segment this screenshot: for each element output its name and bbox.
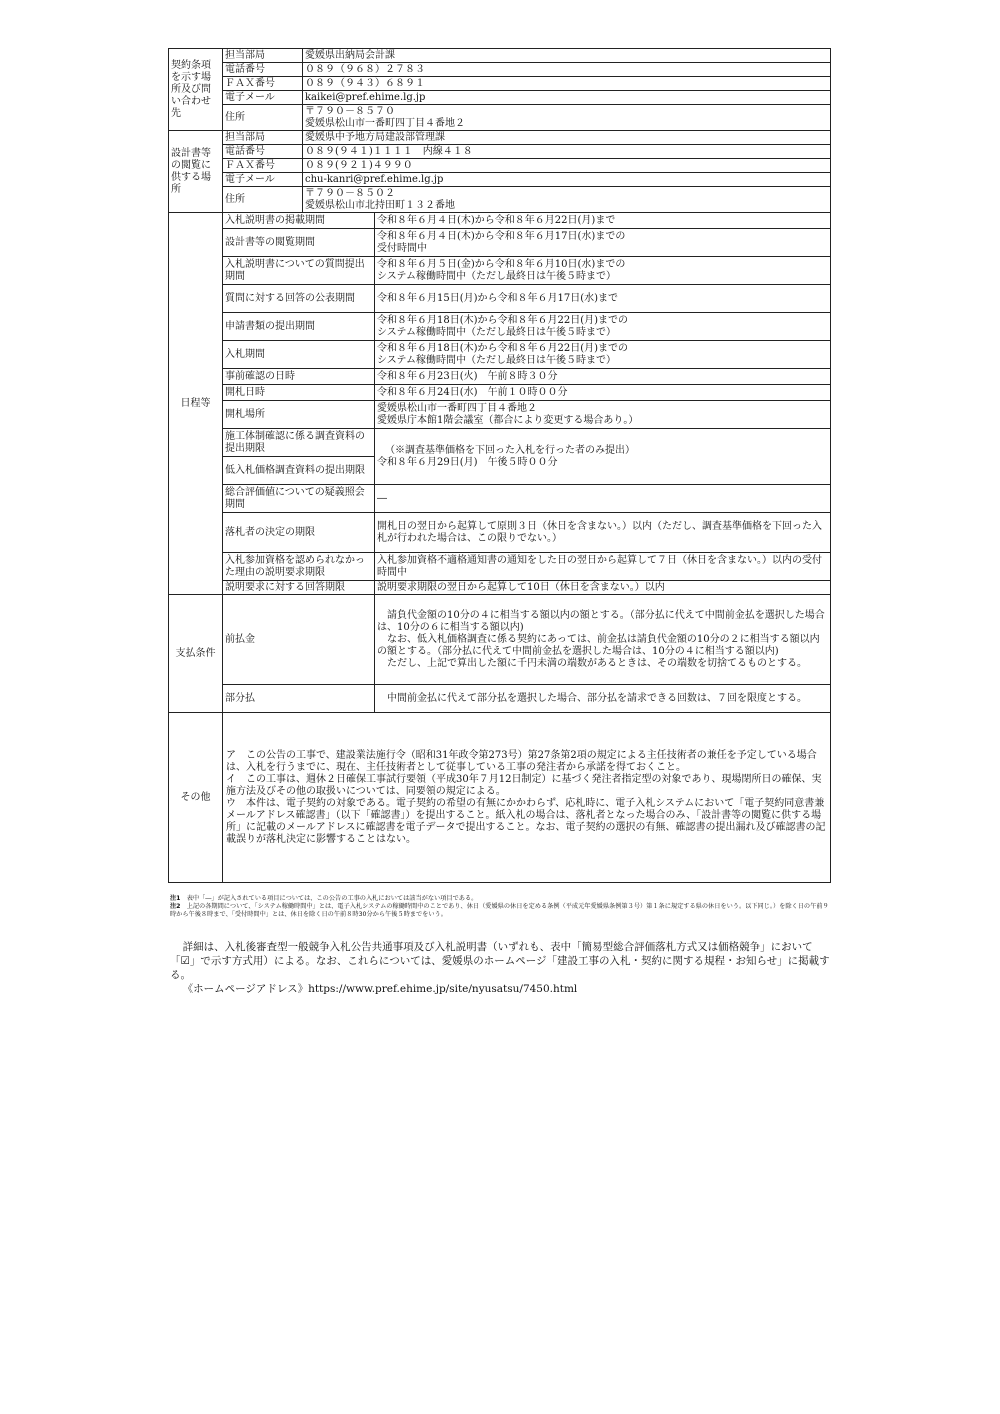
row-value: 令和８年６月24日(水) 午前１０時００分	[375, 385, 831, 401]
schedule-row	[169, 257, 831, 285]
row-value: 令和８年６月４日(木)から令和８年６月22日(月)まで	[375, 213, 831, 229]
row-label: 説明要求に対する回答期限	[223, 581, 375, 595]
contract-row	[169, 105, 831, 131]
row-label: 入札説明書の掲載期間	[223, 213, 375, 229]
row-value: ０８９(９２１)４９９０	[303, 159, 831, 173]
row-value: （※調査基準価格を下回った入札を行った者のみ提出）	[385, 444, 635, 456]
row-label: 設計書等の閲覧期間	[223, 229, 375, 257]
email-value: kaikei@pref.ehime.lg.jp	[303, 91, 831, 105]
schedule-row	[169, 313, 831, 341]
row-label: 前払金	[223, 595, 375, 685]
announcement-table	[168, 48, 830, 883]
contract-category: 契約条項を示す場所及び問い合わせ先	[169, 49, 223, 131]
row-label: 入札説明書についての質問提出期間	[223, 257, 375, 285]
row-label: 電子メール	[223, 173, 303, 187]
schedule-row	[169, 341, 831, 369]
footnote: 注1 表中「―」が記入されている項目については、この公告の工事の入札においては該当がない項目である。	[170, 895, 478, 902]
row-label: 開札場所	[223, 401, 375, 429]
design-row	[169, 145, 831, 159]
row-label: 住所	[223, 187, 303, 213]
row-value: 令和８年６月29日(月) 午後５時００分	[377, 456, 558, 468]
row-label: 電話番号	[223, 145, 303, 159]
design-category: 設計書等の閲覧に供する場所	[169, 131, 223, 213]
row-value: 令和８年６月５日(金)から令和８年６月10日(水)までの システム稼働時間中（ただし最終日は午後５時まで）	[375, 257, 831, 285]
row-value: 愛媛県出納局会計課	[303, 49, 831, 63]
contract-row	[169, 49, 831, 63]
other-row	[169, 713, 831, 883]
footnote: 注2 上記の各期間について、「システム稼働時間中」とは、電子入札システムの稼働時間中のことであり、休日（愛媛県の休日を定める条例（平成元年愛媛県条例第３号）第１条に規定する県の休日をいう。以下同じ。）を除く日の午前９時から午後８時まで、「受付時間中」とは、休日を除く日の午前８時30分から午後５時までをいう。	[170, 903, 829, 918]
row-label: 入札参加資格を認められなかった理由の説明要求期限	[223, 553, 375, 581]
row-label: ＦＡＸ番号	[223, 77, 303, 91]
row-label: 電子メール	[223, 91, 303, 105]
row-value: 令和８年６月15日(月)から令和８年６月17日(水)まで	[375, 285, 831, 313]
schedule-row	[169, 213, 831, 229]
contract-row	[169, 77, 831, 91]
detail-paragraph: 詳細は、入札後審査型一般競争入札公告共通事項及び入札説明書（いずれも、表中「簡易型総合評価落札方式又は価格競争」において「☑」で示す方式用）による。なお、これらについては、愛媛県のホームページ「建設工事の入札・契約に関する規程・お知らせ」に掲載する。	[170, 941, 830, 981]
detail-section	[170, 940, 830, 996]
row-label: ＦＡＸ番号	[223, 159, 303, 173]
row-label: 申請書類の提出期間	[223, 313, 375, 341]
row-label: 総合評価値についての疑義照会期間	[223, 485, 375, 513]
schedule-row	[169, 229, 831, 257]
row-label: 担当部局	[223, 49, 303, 63]
payment-row	[169, 595, 831, 685]
schedule-row	[169, 369, 831, 385]
email-value: chu-kanri@pref.ehime.lg.jp	[303, 173, 831, 187]
row-value: ０８９（９６８）２７８３	[303, 63, 831, 77]
row-label: 部分払	[223, 685, 375, 713]
address-value: 〒７９０－８５７０ 愛媛県松山市一番町四丁目４番地２	[303, 105, 831, 131]
row-value: ０８９（９４３）６８９１	[303, 77, 831, 91]
row-value: 令和８年６月23日(火) 午前８時３０分	[375, 369, 831, 385]
schedule-category: 日程等	[169, 213, 223, 595]
contract-row	[169, 63, 831, 77]
row-value: 説明要求期限の翌日から起算して10日（休日を含まない。）以内	[375, 581, 831, 595]
payment-category: 支払条件	[169, 595, 223, 713]
row-value: 令和８年６月18日(木)から令和８年６月22日(月)までの システム稼働時間中（ただし最終日は午後５時まで）	[375, 313, 831, 341]
schedule-row	[169, 553, 831, 581]
schedule-row	[169, 581, 831, 595]
deadline-value-block	[375, 429, 831, 485]
row-label: 施工体制確認に係る調査資料の提出期限	[223, 429, 375, 457]
row-value: 令和８年６月４日(木)から令和８年６月17日(水)までの 受付時間中	[375, 229, 831, 257]
schedule-row	[169, 385, 831, 401]
footnotes	[170, 895, 832, 919]
homepage-address: 《ホームページアドレス》https://www.pref.ehime.jp/site/nyusatsu/7450.html	[182, 983, 578, 995]
schedule-row	[169, 285, 831, 313]
row-value: 開札日の翌日から起算して原則３日（休日を含まない。）以内（ただし、調査基準価格を下回った入札が行われた場合は、この限りでない。）	[375, 513, 831, 553]
row-value: 愛媛県松山市一番町四丁目４番地２ 愛媛県庁本館1階会議室（都合により変更する場合あり。）	[375, 401, 831, 429]
design-row	[169, 173, 831, 187]
schedule-row	[169, 513, 831, 553]
design-row	[169, 187, 831, 213]
row-label: 電話番号	[223, 63, 303, 77]
schedule-row	[169, 485, 831, 513]
schedule-row	[169, 401, 831, 429]
row-value: ０８９(９４１)１１１１ 内線４１８	[303, 145, 831, 159]
row-value: 愛媛県中予地方局建設部管理課	[303, 131, 831, 145]
row-label: 低入札価格調査資料の提出期限	[223, 457, 375, 485]
row-label: 担当部局	[223, 131, 303, 145]
row-value: 中間前金払に代えて部分払を選択した場合、部分払を請求できる回数は、７回を限度とする。	[375, 685, 831, 713]
row-label: 開札日時	[223, 385, 375, 401]
row-value: ―	[375, 485, 831, 513]
schedule-row	[169, 429, 831, 457]
row-label: 落札者の決定の期限	[223, 513, 375, 553]
row-label: 入札期間	[223, 341, 375, 369]
row-value: 令和８年６月18日(木)から令和８年６月22日(月)までの システム稼働時間中（ただし最終日は午後５時まで）	[375, 341, 831, 369]
row-value: 入札参加資格不適格通知書の通知をした日の翌日から起算して７日（休日を含まない。）以内の受付時間中	[375, 553, 831, 581]
design-row	[169, 159, 831, 173]
contract-row	[169, 91, 831, 105]
payment-row	[169, 685, 831, 713]
other-text: ア この公告の工事で、建設業法施行令（昭和31年政令第273号）第27条第2項の規定による主任技術者の兼任を予定している場合は、入札を行うまでに、現在、主任技術者として従事している工事の発注者から承諾を得ておくこと。 イ この工事は、週休２日確保工事試行要領（平成30年７月12日制定）に基づく発注者指定型の対象であり、現場閉所日の確保、実施方法及びその他の取扱いについては、同要領の規定による。 ウ 本件は、電子契約の対象である。電子契約の希望の有無にかかわらず、応札時に、電子入札システムにおいて「電子契約同意書兼メールアドレス確認書」（以下「確認書」）を提出すること。紙入札の場合は、落札者となった場合のみ、「設計書等の閲覧に供する場所」に記載のメールアドレスに確認書を電子データで提出すること。なお、電子契約の選択の有無、確認書の提出漏れ及び確認書の記載誤りが落札決定に影響することはない。	[223, 713, 831, 883]
row-label: 質問に対する回答の公表期間	[223, 285, 375, 313]
row-value: 請負代金額の10分の４に相当する額以内の額とする。（部分払に代えて中間前金払を選択した場合は、10分の６に相当する額以内) なお、低入札価格調査に係る契約にあっては、前金払は請負代金額の10分の２に相当する額以内の額とする。（部分払に代えて中間前金払を選択した場合は、10分の４に相当する額以内) ただし、上記で算出した額に千円未満の端数があるときは、その端数を切捨てるものとする。	[375, 595, 831, 685]
row-label: 事前確認の日時	[223, 369, 375, 385]
design-row	[169, 131, 831, 145]
address-value: 〒７９０－８５０２ 愛媛県松山市北持田町１３２番地	[303, 187, 831, 213]
row-label: 住所	[223, 105, 303, 131]
other-category: その他	[169, 713, 223, 883]
conditions-table	[168, 48, 831, 883]
